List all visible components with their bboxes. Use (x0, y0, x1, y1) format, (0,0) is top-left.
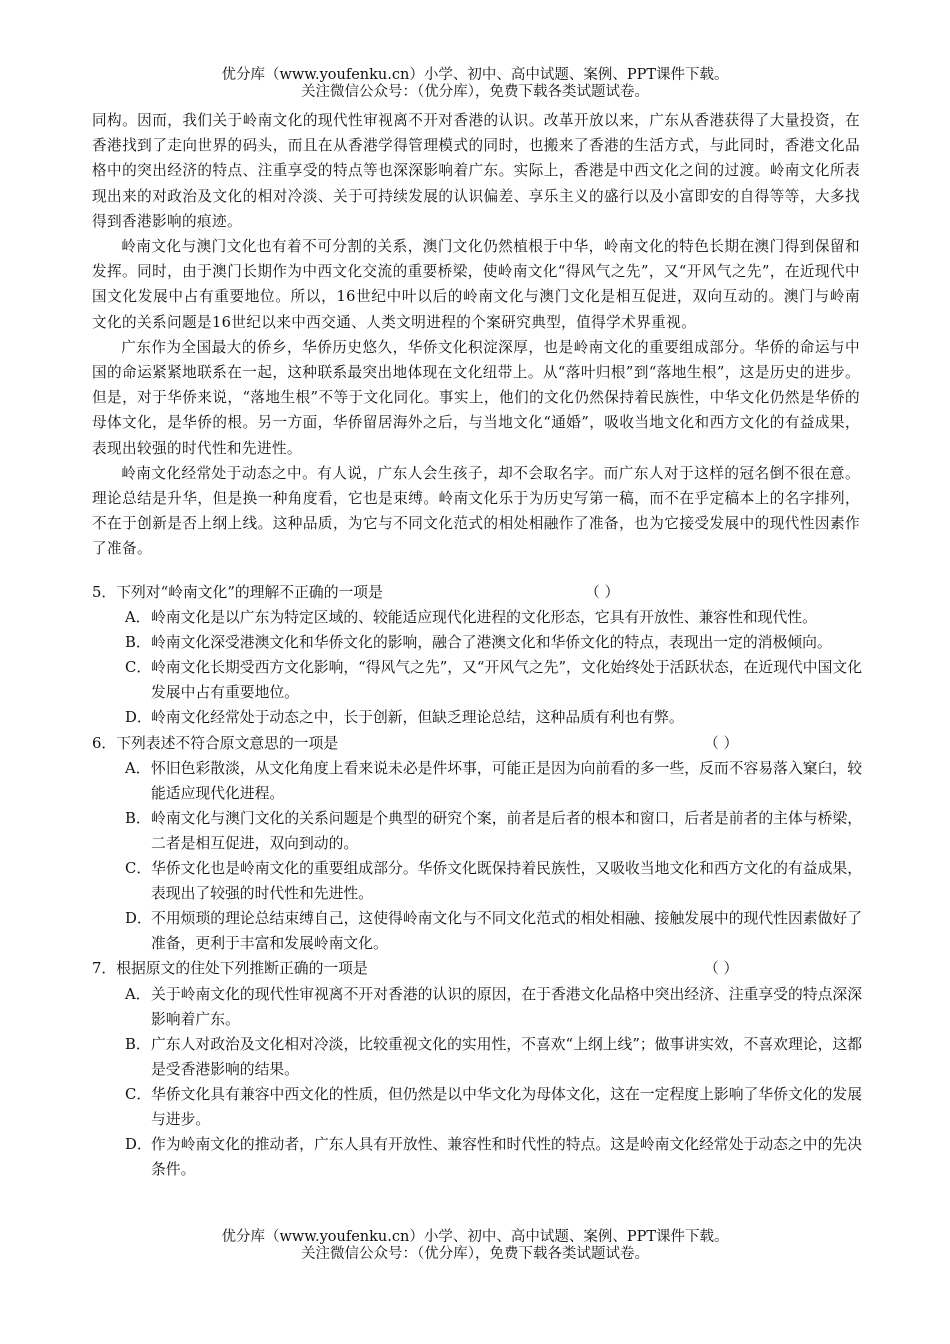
option-letter: A． (125, 609, 151, 627)
question-6-option-c (92, 856, 862, 906)
option-text: 华侨文化也是岭南文化的重要组成部分。华侨文化既保持着民族性，又吸收当地文化和西方文化的有益成果，表现出了较强的时代性和先进性。 (151, 860, 862, 903)
question-7-answer-blank: （ ） (704, 960, 739, 978)
question-7-text: 7．根据原文的住处下列推断正确的一项是 (92, 960, 368, 978)
option-letter: C． (125, 860, 152, 878)
question-7-option-c (92, 1082, 862, 1132)
question-6-option-b (92, 806, 862, 856)
page-footer (0, 1229, 950, 1263)
option-text: 不用烦琐的理论总结束缚自己，这使得岭南文化与不同文化范式的相处相融、接触发展中的现代性因素做好了准备，更利于丰富和发展岭南文化。 (151, 910, 862, 953)
passage-paragraph-1: 同构。因而，我们关于岭南文化的现代性审视离不开对香港的认识。改革开放以来，广东从香港获得了大量投资，在香港找到了走向世界的码头，而且在从香港学得管理模式的同时，也搬来了香港的生活方式，与此同时，香港文化品格中的突出经济的特点、注重享受的特点等也深深影响着广东。实际上，香港是中西文化之间的过渡。岭南文化所表现出来的对政治及文化的相对冷淡、关于可持续发展的认识偏差、享乐主义的盛行以及小富即安的自得等等，大多找得到香港影响的痕迹。 (92, 112, 860, 230)
option-letter: B． (125, 809, 151, 827)
question-7-stem (92, 956, 862, 981)
option-letter: B． (125, 634, 151, 652)
option-text: 岭南文化长期受西方文化影响，“得风气之先”，又“开风气之先”，文化始终处于活跃状态，在近现代中国文化发展中占有重要地位。 (151, 659, 862, 702)
footer-line-1: 优分库（www.youfenku.cn）小学、初中、高中试题、案例、PPT课件下载。 (221, 1229, 729, 1245)
option-letter: D． (125, 1136, 152, 1154)
question-5-option-b (92, 630, 862, 655)
option-letter: D． (125, 910, 152, 928)
question-5-option-c (92, 655, 862, 705)
option-text: 岭南文化与澳门文化的关系问题是个典型的研究个案，前者是后者的根本和窗口，后者是前者的主体与桥梁，二者是相互促进，双向到动的。 (151, 809, 862, 852)
question-7 (92, 956, 862, 1182)
option-text: 岭南文化是以广东为特定区域的、较能适应现代化进程的文化形态，它具有开放性、兼容性和现代性。 (151, 609, 817, 627)
question-6-answer-blank: （ ） (704, 734, 739, 752)
question-7-option-d (92, 1132, 862, 1182)
question-5-option-d (92, 705, 862, 730)
header-line-1: 优分库（www.youfenku.cn）小学、初中、高中试题、案例、PPT课件下载。 (221, 67, 729, 83)
option-letter: A． (125, 985, 151, 1003)
question-list (92, 580, 862, 1182)
option-text: 怀旧色彩散淡，从文化角度上看来说未必是件坏事，可能正是因为向前看的多一些，反而不容易落入窠臼，较能适应现代化进程。 (151, 759, 862, 802)
question-5-text: 5．下列对“岭南文化”的理解不正确的一项是 (92, 584, 383, 601)
reading-passage (92, 108, 860, 562)
passage-paragraph-4: 岭南文化经常处于动态之中。有人说，广东人会生孩子，却不会取名字。而广东人对于这样的冠名倒不很在意。理论总结是升华，但是换一种角度看，它也是束缚。岭南文化乐于为历史写第一稿，而不在乎定稿本上的名字排列，不在于创新是否上纲上线。这种品质，为它与不同文化范式的相处相融作了准备，也为它接受发展中的现代性因素作了准备。 (92, 464, 860, 558)
option-text: 广东人对政治及文化相对冷淡，比较重视文化的实用性，不喜欢“上纲上线”；做事讲实效，不喜欢理论，这都是受香港影响的结果。 (151, 1035, 862, 1078)
question-6-option-a (92, 756, 862, 806)
header-line-2: 关注微信公众号：（优分库），免费下载各类试题试卷。 (301, 84, 649, 100)
option-text: 岭南文化深受港澳文化和华侨文化的影响，融合了港澳文化和华侨文化的特点，表现出一定的消极倾向。 (151, 634, 832, 652)
option-letter: B． (125, 1035, 151, 1053)
passage-paragraph-2: 岭南文化与澳门文化也有着不可分割的关系，澳门文化仍然植根于中华，岭南文化的特色长期在澳门得到保留和发挥。同时，由于澳门长期作为中西文化交流的重要桥梁，使岭南文化“得风气之先”，又“开风气之先”，在近现代中国文化发展中占有重要地位。所以，16世纪中叶以后的岭南文化与澳门文化是相互促进，双向互动的。澳门与岭南文化的关系问题是16世纪以来中西交通、人类文明进程的个案研究典型，值得学术界重视。 (92, 238, 860, 331)
question-6-option-d (92, 906, 862, 956)
question-7-option-b (92, 1032, 862, 1082)
question-7-option-a (92, 982, 862, 1032)
option-letter: A． (125, 759, 151, 777)
question-5-answer-blank: （ ） (585, 584, 620, 601)
option-text: 华侨文化具有兼容中西文化的性质，但仍然是以中华文化为母体文化，这在一定程度上影响了华侨文化的发展与进步。 (151, 1085, 862, 1128)
question-5-stem (92, 580, 862, 605)
question-6 (92, 731, 862, 957)
option-text: 作为岭南文化的推动者，广东人具有开放性、兼容性和时代性的特点。这是岭南文化经常处于动态之中的先决条件。 (151, 1136, 862, 1179)
option-text: 关于岭南文化的现代性审视离不开对香港的认识的原因，在于香港文化品格中突出经济、注重享受的特点深深影响着广东。 (151, 985, 862, 1028)
question-5-option-a (92, 605, 862, 630)
page-header (0, 67, 950, 101)
question-5 (92, 580, 862, 731)
option-letter: C． (125, 659, 152, 677)
question-6-stem (92, 731, 862, 756)
passage-paragraph-3: 广东作为全国最大的侨乡，华侨历史悠久，华侨文化积淀深厚，也是岭南文化的重要组成部分。华侨的命运与中国的命运紧紧地联系在一起，这种联系最突出地体现在文化纽带上。从“落叶归根”到“落地生根”，这是历史的进步。但是，对于华侨来说，“落地生根”不等于文化同化。事实上，他们的文化仍然保持着民族性，中华文化仍然是华侨的母体文化，是华侨的根。另一方面，华侨留居海外之后，与当地文化“通婚”，吸收当地文化和西方文化的有益成果，表现出较强的时代性和先进性。 (92, 338, 860, 457)
footer-line-2: 关注微信公众号：（优分库），免费下载各类试题试卷。 (301, 1246, 649, 1262)
question-6-text: 6．下列表述不符合原文意思的一项是 (92, 734, 339, 752)
option-letter: C． (125, 1085, 152, 1103)
option-text: 岭南文化经常处于动态之中，长于创新，但缺乏理论总结，这种品质有利也有弊。 (151, 709, 684, 727)
option-letter: D． (125, 709, 152, 727)
